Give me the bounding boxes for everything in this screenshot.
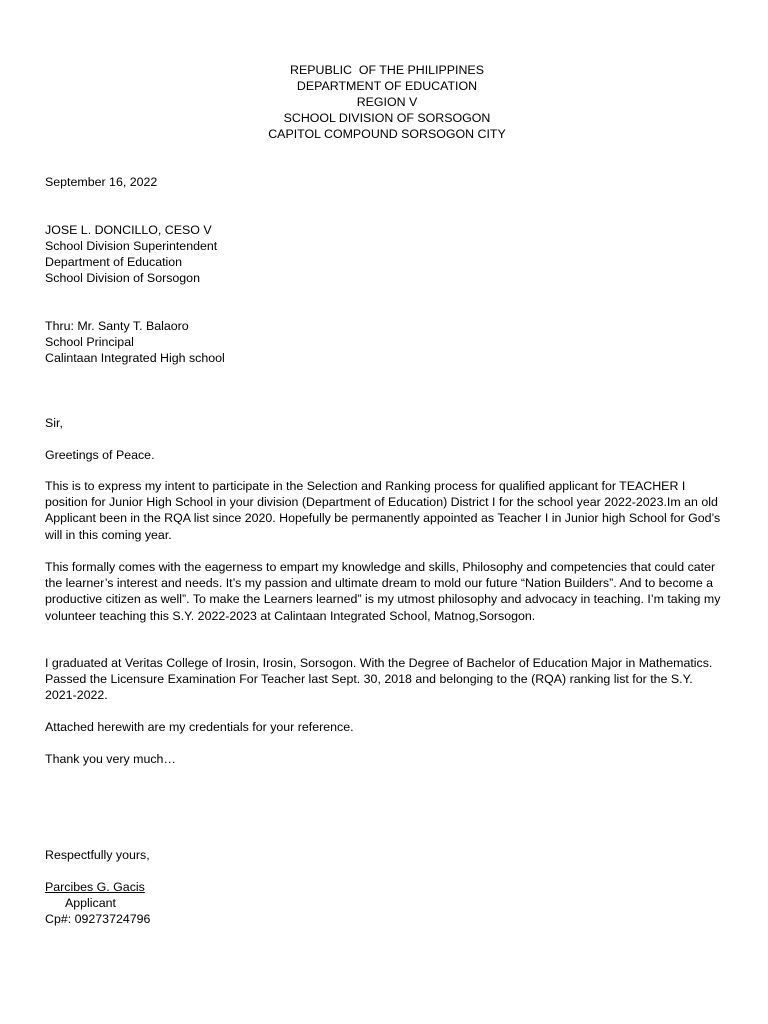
complimentary-close: Respectfully yours, (45, 848, 150, 862)
body-paragraph-intent: This is to express my intent to participate in the Selection and Ranking process for qualified applicant for TEACHER I position for Junior High School in your division (Department of Education) District I for the school year 2022-2023.Im an old Applicant been in the RQA list since 2020. Hopefully be permanently appointed as Teacher I in Junior high School for God’s will in this coming year. (45, 479, 721, 542)
letterhead-line-region: REGION V (356, 95, 418, 109)
letter-date: September 16, 2022 (45, 175, 158, 189)
signature-block (45, 879, 725, 927)
recipient-block (45, 222, 725, 286)
letterhead-line-division: SCHOOL DIVISION OF SORSOGON (283, 111, 491, 125)
signatory-contact: Cp#: 09273724796 (45, 912, 151, 926)
recipient-division: School Division of Sorsogon (45, 271, 200, 285)
body-paragraph-education: I graduated at Veritas College of Irosin, Irosin, Sorsogon. With the Degree of Bachelor of Education Major in Mathematics. Passed the Licensure Examination For Teacher last Sept. 30, 2018 and belonging to the (RQA) ranking list for the S.Y. 2021-2022. (45, 656, 713, 703)
letterhead-line-republic: REPUBLIC OF THE PHILIPPINES (290, 63, 484, 77)
letterhead-line-department: DEPARTMENT OF EDUCATION (296, 79, 478, 93)
thru-block (45, 318, 725, 366)
recipient-title: School Division Superintendent (45, 239, 218, 253)
letterhead-line-address: CAPITOL COMPOUND SORSOGON CITY (268, 127, 506, 141)
thru-school: Calintaan Integrated High school (45, 351, 225, 365)
body-paragraph-thanks: Thank you very much… (45, 752, 176, 766)
recipient-department: Department of Education (45, 255, 183, 269)
thru-title: School Principal (45, 335, 134, 349)
thru-name: Thru: Mr. Santy T. Balaoro (45, 319, 189, 333)
body-paragraph-attachments: Attached herewith are my credentials for your reference. (45, 720, 354, 734)
salutation: Sir, (45, 416, 63, 430)
body-paragraph-philosophy: This formally comes with the eagerness to empart my knowledge and skills, Philosophy and competencies that could cater the learner’s interest and needs. It’s my passion and ultimate dream to mold our future “Nation Builders”. And to become a productive citizen as well”. To make the Learners learned” is my utmost philosophy and advocacy in teaching. I’m taking my volunteer teaching this S.Y. 2022-2023 at Calintaan Integrated School, Matnog,Sorsogon. (45, 560, 721, 623)
signatory-role: Applicant (65, 896, 116, 910)
recipient-name: JOSE L. DONCILLO, CESO V (45, 223, 212, 237)
signatory-name: Parcibes G. Gacis (45, 880, 145, 894)
greeting: Greetings of Peace. (45, 448, 155, 462)
letterhead (0, 62, 768, 142)
